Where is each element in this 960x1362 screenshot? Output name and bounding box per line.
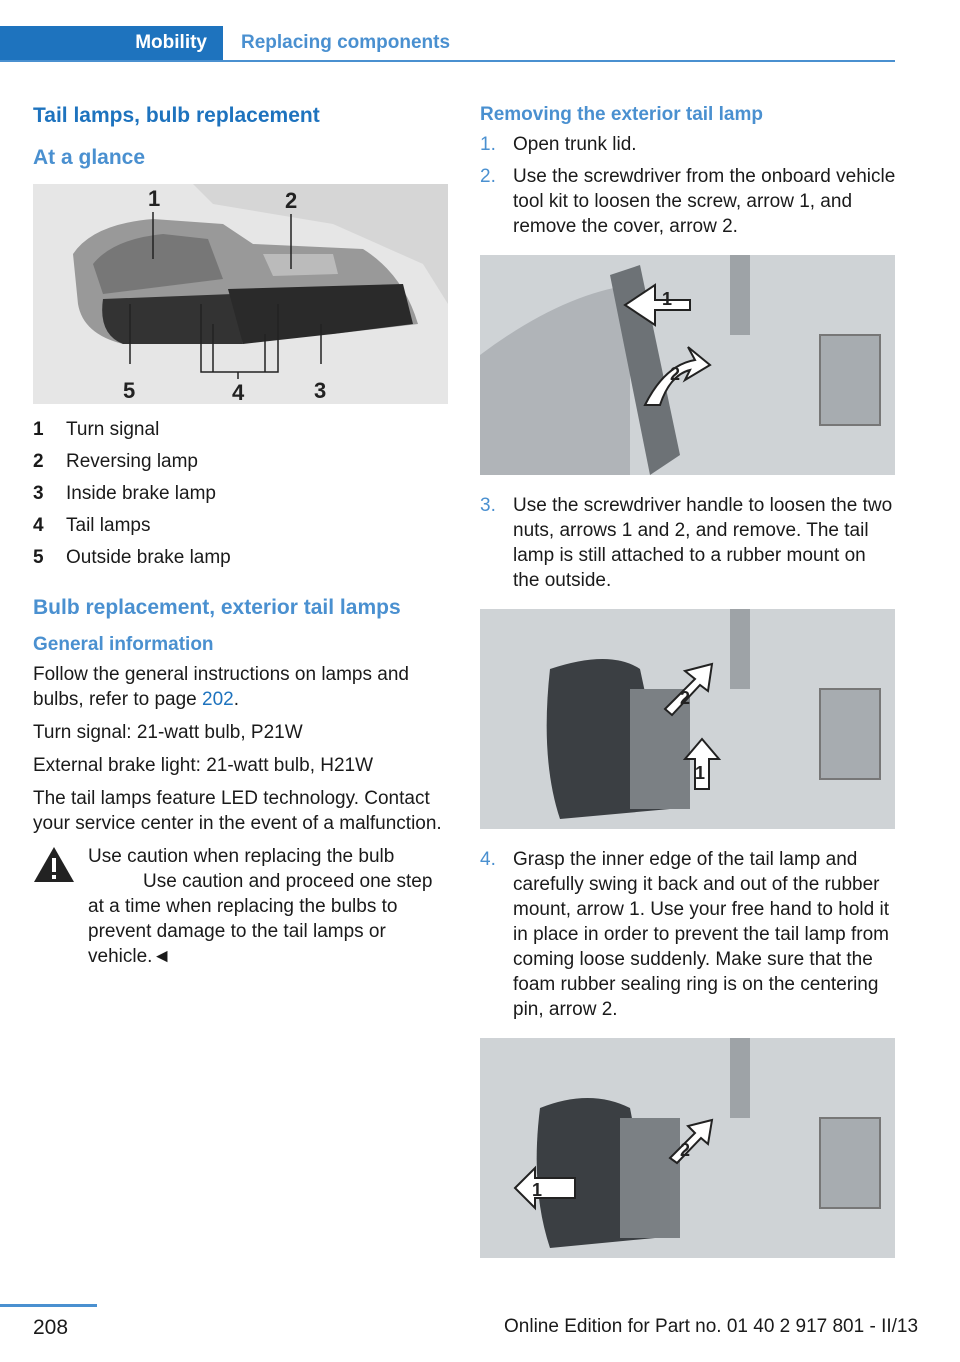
subsection-title: At a glance: [33, 146, 146, 169]
section-title: Tail lamps, bulb replacement: [33, 104, 320, 127]
trunk-lamp-removal-illustration: [480, 1038, 895, 1258]
right-column: [480, 100, 896, 1258]
warning-box: [33, 844, 448, 969]
legend-item: 4 Tail lamps: [33, 515, 151, 536]
general-info-text: Follow the general instructions on lamps and bulbs, refer to page 202.: [33, 664, 409, 710]
svg-text:2: 2: [680, 688, 691, 708]
legend: [33, 414, 448, 574]
section2-title: Bulb replacement, exterior tail lamps: [33, 596, 401, 619]
turn-signal-spec: Turn signal: 21-watt bulb, P21W: [33, 722, 303, 743]
page-link[interactable]: 202: [202, 689, 234, 710]
tail-lamp-illustration: [33, 184, 448, 404]
warning-text: Use caution and proceed one step at a time when replacing the bulbs to prevent damage to the tail lamps or vehicle.◄: [88, 871, 433, 967]
header-rule: [0, 60, 895, 62]
left-column: [33, 100, 448, 969]
figure-nuts-removal: [480, 609, 895, 829]
legend-item: 2 Reversing lamp: [33, 451, 198, 472]
brake-light-spec: External brake light: 21-watt bulb, H21W: [33, 755, 374, 776]
fig-label-5: 5: [123, 378, 136, 403]
fig-label-4: 4: [232, 380, 245, 404]
step-item: 1. Open trunk lid.: [480, 134, 637, 155]
svg-text:1: 1: [532, 1180, 543, 1200]
fig-label-3: 3: [314, 378, 327, 403]
warning-triangle-icon: [33, 846, 75, 883]
step-item: 2. Use the screwdriver from the onboard vehicle tool kit to loosen the screw, arrow 1, and remove the cover, arrow 2.: [480, 166, 896, 237]
figure-lamp-removal: [480, 1038, 895, 1258]
warning-title: Use caution when replacing the bulb: [88, 846, 395, 867]
fig-label-2: 2: [285, 188, 298, 213]
legend-item: 5 Outside brake lamp: [33, 547, 231, 568]
trunk-cover-illustration: [480, 255, 895, 475]
removing-heading: Removing the exterior tail lamp: [480, 104, 763, 125]
footer-edition: Online Edition for Part no. 01 40 2 917 801 - II/13: [504, 1316, 919, 1337]
svg-text:1: 1: [662, 289, 673, 309]
led-text: The tail lamps feature LED technology. Contact your service center in the event of a malfunction.: [33, 788, 442, 834]
tail-lamp-figure: [33, 184, 448, 404]
svg-text:2: 2: [670, 364, 681, 384]
step-item: 4. Grasp the inner edge of the tail lamp and carefully swing it back and out of the rubber mount, arrow 1. Use your free hand to hold it in place in order to prevent the tail lamp from coming loose suddenly. Make sure that the foam rubber sealing ring is on the centering pin, arrow 2.: [480, 849, 889, 1020]
figure-cover-removal: [480, 255, 895, 475]
tab-replacing-components[interactable]: Replacing components: [241, 32, 451, 53]
general-info-heading: General information: [33, 634, 214, 655]
header-tabs: [0, 26, 895, 62]
svg-text:2: 2: [680, 1140, 691, 1160]
svg-text:1: 1: [695, 763, 706, 783]
tab-mobility[interactable]: Mobility: [0, 26, 223, 60]
trunk-nuts-illustration: [480, 609, 895, 829]
legend-item: 1 Turn signal: [33, 419, 160, 440]
step-item: 3. Use the screwdriver handle to loosen the two nuts, arrows 1 and 2, and remove. The tail lamp is still attached to a rubber mount on the outside.: [480, 495, 893, 591]
page-number: 208: [33, 1316, 69, 1339]
legend-item: 3 Inside brake lamp: [33, 483, 216, 504]
fig-label-1: 1: [148, 186, 161, 211]
footer-rule: [0, 1304, 97, 1307]
